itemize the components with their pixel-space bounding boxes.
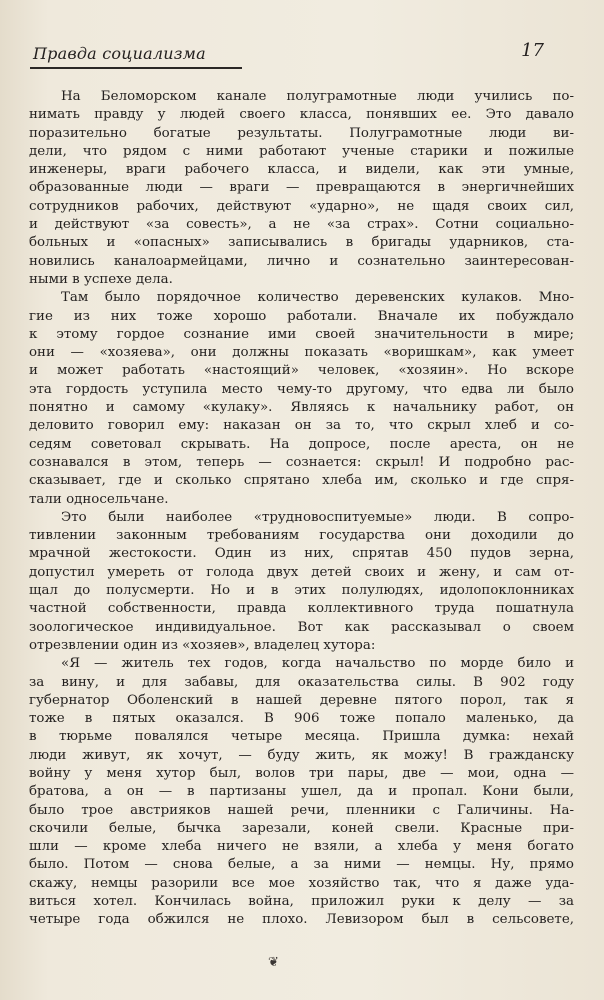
text-line: мрачной жестокости. Один из них, спрятав 450 пудов зерна, bbox=[29, 546, 574, 562]
text-line: нимать правду у людей своего класса, понявших ее. Это давало bbox=[29, 107, 574, 123]
text-line: зоологическое индивидуальное. Вот как рассказывал о своем bbox=[29, 619, 574, 635]
text-line: люди живут, як хочут, — буду жить, як можу! В гражданску bbox=[29, 747, 574, 763]
text-line: Там было порядочное количество деревенских кулаков. Мно- bbox=[61, 290, 574, 306]
ornament-icon: ❦ bbox=[268, 955, 279, 970]
text-line: На Беломорском канале полуграмотные люди учились по- bbox=[61, 89, 574, 104]
text-line: дели, что рядом с ними работают ученые старики и пожилые bbox=[29, 143, 574, 159]
text-line: за вину, и для забавы, для оказательства силы. В 902 году bbox=[29, 674, 574, 690]
text-line: частной собственности, правда коллективного труда пошатнула bbox=[29, 601, 574, 617]
text-line: поразительно богатые результаты. Полуграмотные люди ви- bbox=[29, 125, 574, 141]
text-line: в тюрьме повалялся четыре месяца. Пришла думка: нехай bbox=[29, 729, 574, 745]
text-line: скажу, немцы разорили все мое хозяйство так, что я даже уда- bbox=[29, 875, 574, 891]
text-line: сознавался в этом, теперь — сознается: скрыл! И подробно рас- bbox=[29, 454, 574, 470]
text-line: виться хотел. Кончилась война, приложил руки к делу — за bbox=[29, 894, 574, 910]
text-line: больных и «опасных» записывались в бригады ударников, ста- bbox=[29, 235, 574, 251]
text-line: отрезвлении один из «хозяев», владелец хутора: bbox=[29, 637, 376, 653]
text-line: «Я — житель тех годов, когда начальство по морде било и bbox=[61, 656, 574, 672]
text-line: новились каналоармейцами, лично и сознательно заинтересован- bbox=[29, 253, 574, 269]
text-line: к этому гордое сознание ими своей значительности в мире; bbox=[29, 326, 574, 342]
text-line: сказывает, где и сколько спрятано хлеба им, сколько и где спря- bbox=[29, 473, 574, 489]
text-line: образованные люди — враги — превращаются в энергичнейших bbox=[29, 180, 574, 196]
text-line: губернатор Оболенский в нашей деревне пятого порол, так я bbox=[29, 692, 574, 708]
text-line: деловито говорил ему: наказан он за то, что скрыл хлеб и со- bbox=[29, 418, 574, 434]
text-line: они — «хозяева», они должны показать «воришкам», как умеет bbox=[29, 345, 574, 361]
text-line: шли — кроме хлеба ничего не взяли, а хлеба у меня богато bbox=[29, 839, 574, 855]
text-line: тоже в пятых оказался. В 906 тоже попало маленько, да bbox=[29, 711, 574, 727]
text-line: Это были наиболее «трудновоспитуемые» люди. В сопро- bbox=[61, 509, 574, 525]
text-line: было. Потом — снова белые, а за ними — немцы. Ну, прямо bbox=[29, 857, 574, 873]
text-line: понятно и самому «кулаку». Являясь к начальнику работ, он bbox=[29, 400, 574, 416]
text-line: гие из них тоже хорошо работали. Вначале их побуждало bbox=[29, 308, 574, 324]
text-line: седям советовал скрывать. На допросе, после ареста, он не bbox=[29, 436, 574, 452]
text-line: и действуют «за совесть», а не «за страх». Сотни социально- bbox=[29, 217, 574, 233]
text-line: четыре года обжился не плохо. Левизором был в сельсовете, bbox=[29, 912, 574, 928]
text-line: войну у меня хутор был, волов три пары, две — мои, одна — bbox=[29, 765, 574, 781]
text-line: и может работать «настоящий» человек, «хозяин». Но вскоре bbox=[29, 363, 574, 379]
text-line: сотрудников рабочих, действуют «ударно», не щадя своих сил, bbox=[29, 198, 574, 214]
text-line: эта гордость уступила место чему-то другому, что едва ли было bbox=[29, 381, 574, 397]
text-line: тали односельчане. bbox=[29, 491, 169, 507]
text-line: инженеры, враги рабочего класса, и видели, как эти умные, bbox=[29, 162, 574, 178]
body-text bbox=[29, 88, 574, 930]
text-line: было трое австрияков нашей речи, пленники с Галичины. На- bbox=[29, 802, 574, 818]
header-rule bbox=[30, 67, 242, 69]
text-line: ными в успехе дела. bbox=[29, 271, 173, 287]
page-number: 17 bbox=[521, 40, 544, 61]
running-header-title: Правда социализма bbox=[33, 44, 206, 63]
text-line: тивлении законным требованиям государства они доходили до bbox=[29, 528, 574, 544]
text-line: щал до полусмерти. Но и в этих полулюдях, идолопоклонниках bbox=[29, 583, 574, 599]
text-line: допустил умереть от голода двух детей своих и жену, и сам от- bbox=[29, 564, 574, 580]
text-line: братова, а он — в партизаны ушел, да и пропал. Кони были, bbox=[29, 784, 574, 800]
text-line: скочили белые, бычка зарезали, коней свели. Красные при- bbox=[29, 820, 574, 836]
